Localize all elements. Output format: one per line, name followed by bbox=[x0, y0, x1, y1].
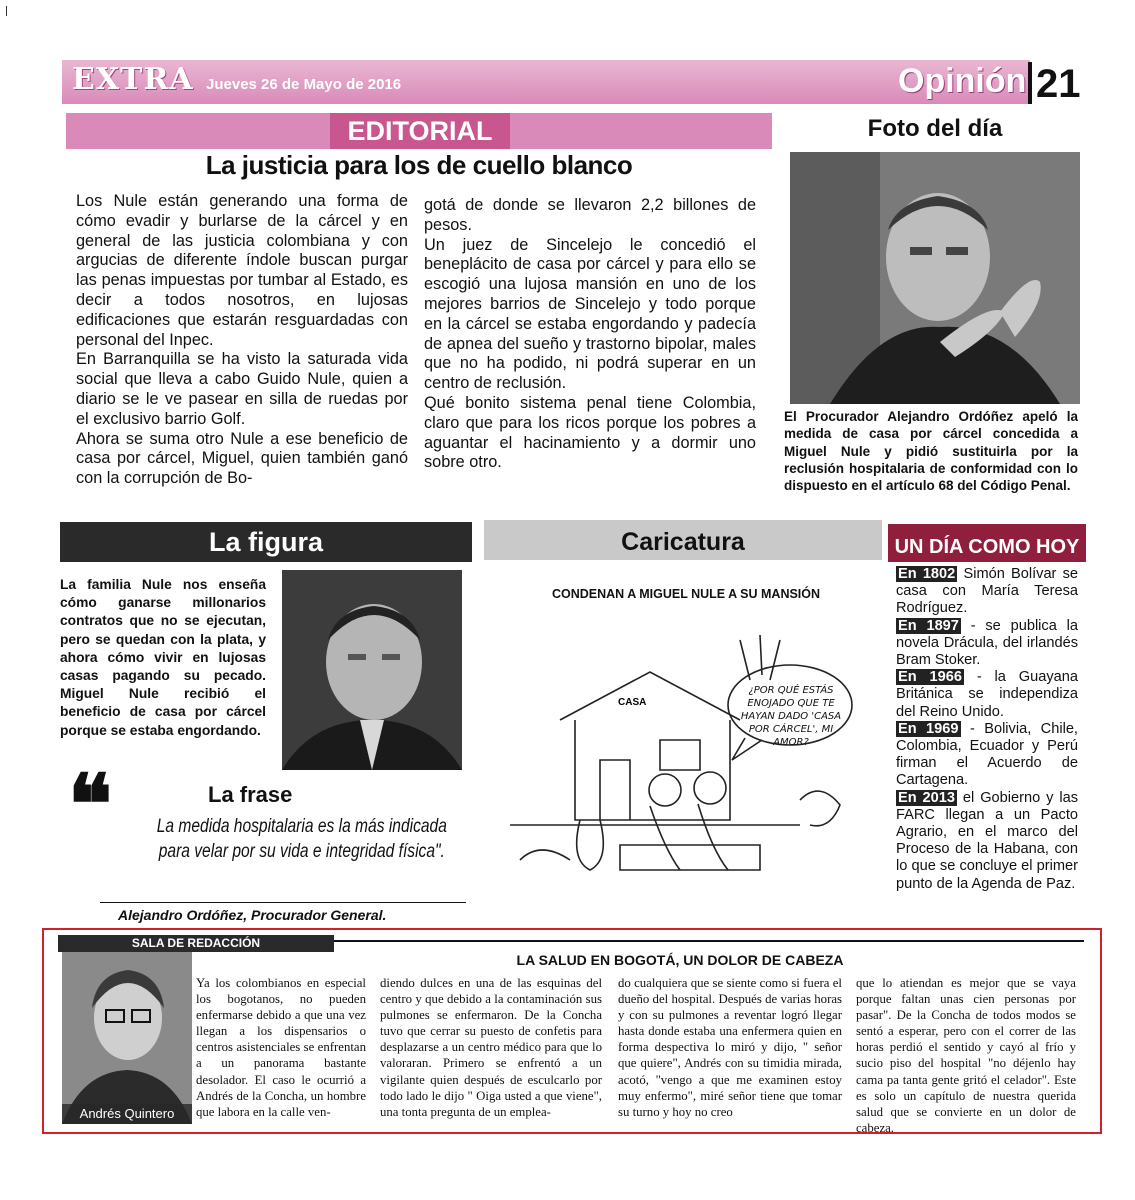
cartoon-speech-bubble: ¿POR QUÉ ESTÁS ENOJADO QUE TE HAYAN DADO 'CASA POR CÁRCEL', MI AMOR? bbox=[740, 685, 842, 748]
editorial-column-1 bbox=[76, 192, 408, 489]
author-name: Andrés Quintero bbox=[62, 1104, 192, 1124]
caricatura-bar bbox=[484, 520, 882, 560]
dia-event: - se publica la novela Drácula, del irlandés Bram Stoker. bbox=[896, 617, 1078, 669]
editorial-column-2 bbox=[424, 196, 756, 473]
page-number: 21 bbox=[1036, 62, 1081, 106]
sala-column-1: Ya los colombianos en especial los bogotanos, no pueden enfermarse debido a que una vez llegan a los dispensarios o centros asistenciales se enfrentan a un panorama bastante desolador. El caso le ocurrió a Andrés de la Concha, un hombre que labora en la calle ven- bbox=[196, 976, 366, 1119]
foto-del-dia-title: Foto del día bbox=[867, 115, 1003, 142]
la-figura-text: La familia Nule nos enseña cómo ganarse millonarios contratos que no se ejecutan, pero se quedan con la plata, y ahora cómo vivir en lujosas casas pagando su pecado. Miguel Nule recibió el beneficio de casa por cárcel porque se estaba engordando. bbox=[60, 577, 266, 738]
dia-entry bbox=[896, 566, 1078, 618]
quote-mark-icon: ❝ bbox=[68, 760, 113, 851]
dia-event: - Bolivia, Chile, Colombia, Ecuador y Perú firman el Acuerdo de Cartagena. bbox=[896, 720, 1078, 789]
editorial-paragraph: Qué bonito sistema penal tiene Colombia, claro que para los ricos porque los pobres a aguantar el hacinamiento y a dormir uno sobre otro. bbox=[424, 393, 756, 472]
dia-event: Simón Bolívar se casa con María Teresa Rodríguez. bbox=[896, 566, 1078, 617]
author-photo-illustration bbox=[62, 952, 192, 1124]
dia-year: En 1897 bbox=[898, 617, 959, 634]
un-dia-como-hoy-list bbox=[896, 566, 1078, 893]
dia-entry bbox=[896, 618, 1078, 670]
newspaper-logo: EXTRA bbox=[72, 62, 194, 97]
procurador-photo bbox=[790, 152, 1080, 404]
foto-del-dia-caption: El Procurador Alejandro Ordóñez apeló la medida de casa por cárcel concedida a Miguel Nule y pidió sustituirla por la reclusión hospitalaria de conformidad con lo dispuesto en el artículo 68 del Código Penal. bbox=[784, 409, 1078, 494]
issue-date: Jueves 26 de Mayo de 2016 bbox=[206, 76, 402, 93]
un-dia-como-hoy-bar bbox=[888, 524, 1086, 562]
sala-column-2: diendo dulces en una de las esquinas del centro y que debido a la contaminación sus pulmones se enfermaron. De la Concha tuvo que cerrar su puesto de confetis para desplazarse a un centro médico para que lo valoraran. Primero se enfrentó a un vigilante quien después de esculcarlo por todo lado le dijo " Oiga usted a que viene", una tonta pregunta de un emplea- bbox=[380, 976, 602, 1119]
sala-headline: LA SALUD EN BOGOTÁ, UN DOLOR DE CABEZA bbox=[516, 952, 844, 968]
la-figura-title: La figura bbox=[208, 527, 323, 557]
dia-entry bbox=[896, 721, 1078, 790]
caricatura-heading: CONDENAN A MIGUEL NULE A SU MANSIÓN bbox=[551, 587, 821, 601]
dia-year: En 1802 bbox=[898, 566, 956, 582]
miguel-nule-photo bbox=[282, 570, 462, 770]
cartoon-illustration bbox=[500, 620, 870, 910]
dia-year: En 1966 bbox=[898, 669, 962, 686]
la-frase-author: Alejandro Ordóñez, Procurador General. bbox=[118, 907, 387, 923]
sala-column-3: do cualquiera que se siente como si fuera el dueño del hospital. Después de varias horas y con su pulmones a reventar logró llegar hasta donde estaba una enfermera quien en forma despectiva lo miró y dijo, " señor que quiere", Andrés con su timidia mirada, acotó, "vengo a que me examinen estoy muy enfermo", miré señor tiene que tomar su turno y hoy no creo bbox=[618, 976, 842, 1119]
sala-label: SALA DE REDACCIÓN bbox=[58, 935, 334, 952]
editorial-paragraph: Un juez de Sincelejo le concedió el beneplácito de casa por cárcel y para ello se escogió una lujosa mansión en uno de los mejores barrios de Sincelejo y todo porque en la cárcel se estaba engordando y padecía de apnea del sueño y trastorno bipolar, males que no ha podido, ni podrá superar en un centro de reclusión. bbox=[424, 235, 756, 393]
editorial-headline: La justicia para los de cuello blanco bbox=[205, 150, 633, 180]
author-photo bbox=[62, 952, 192, 1124]
sala-column-4: que lo atiendan es mejor que se vaya porque faltan unas cien personas por pasar". De la Concha de todos modos se sentó a esperar, pero con el correr de las horas perdió el sentido y cayó al frío y sucio piso del hospital "no déjenlo hay cama pa tanta gente gritó el celador". Este es solo un capítulo de nuestra querida salud que se convierte en un dolor de cabeza. bbox=[856, 976, 1076, 1135]
page-number-divider bbox=[1028, 62, 1032, 104]
editorial-paragraph: Los Nule están generando una forma de cómo evadir y burlarse de la cárcel y en general de las justicia colombiana y con argucias de diferente índole buscan purgar las penas impuestas por tumbar al Estado, es decir a todos nosotros, en lujosas edificaciones que estarán resguardadas con personal del Inpec. bbox=[76, 192, 408, 349]
frase-divider bbox=[100, 902, 466, 903]
editorial-paragraph: En Barranquilla se ha visto la saturada vida social que lleva a cabo Guido Nule, quien a diario se le ve pasear en silla de ruedas por el exclusivo barrio Golf. bbox=[76, 350, 408, 428]
corner-mark bbox=[6, 6, 7, 16]
editorial-label: EDITORIAL bbox=[330, 113, 510, 149]
caricatura-drawing bbox=[500, 620, 870, 910]
dia-year: En 2013 bbox=[898, 789, 956, 806]
un-dia-como-hoy-title: UN DÍA COMO HOY bbox=[894, 536, 1080, 558]
procurador-photo-illustration bbox=[790, 152, 1080, 404]
section-name: Opinión bbox=[898, 62, 1027, 100]
sala-rule bbox=[334, 940, 1084, 942]
dia-year: En 1969 bbox=[898, 720, 959, 737]
dia-entry bbox=[896, 790, 1078, 893]
la-frase-quote: La medida hospitalaria es la más indicada para velar por su vida e integridad física". bbox=[156, 816, 447, 862]
dia-event: el Gobierno y las FARC llegan a un Pacto Agrario, en el marco del Proceso de la Habana, con lo que se concluye el primer punto de la Agenda de Paz. bbox=[896, 789, 1078, 892]
la-frase-title: La frase bbox=[208, 782, 293, 807]
dia-event: - la Guayana Británica se independiza del Reino Unido. bbox=[896, 669, 1078, 720]
cartoon-sign: CASA bbox=[618, 697, 647, 708]
miguel-nule-photo-illustration bbox=[282, 570, 462, 770]
editorial-paragraph: gotá de donde se llevaron 2,2 billones de pesos. bbox=[424, 196, 756, 234]
dia-entry bbox=[896, 669, 1078, 721]
caricatura-title: Caricatura bbox=[621, 528, 745, 556]
editorial-paragraph: Ahora se suma otro Nule a ese beneficio de casa por cárcel, Miguel, quien también ganó con la corrupción de Bo- bbox=[76, 429, 408, 488]
la-figura-bar bbox=[60, 522, 472, 562]
